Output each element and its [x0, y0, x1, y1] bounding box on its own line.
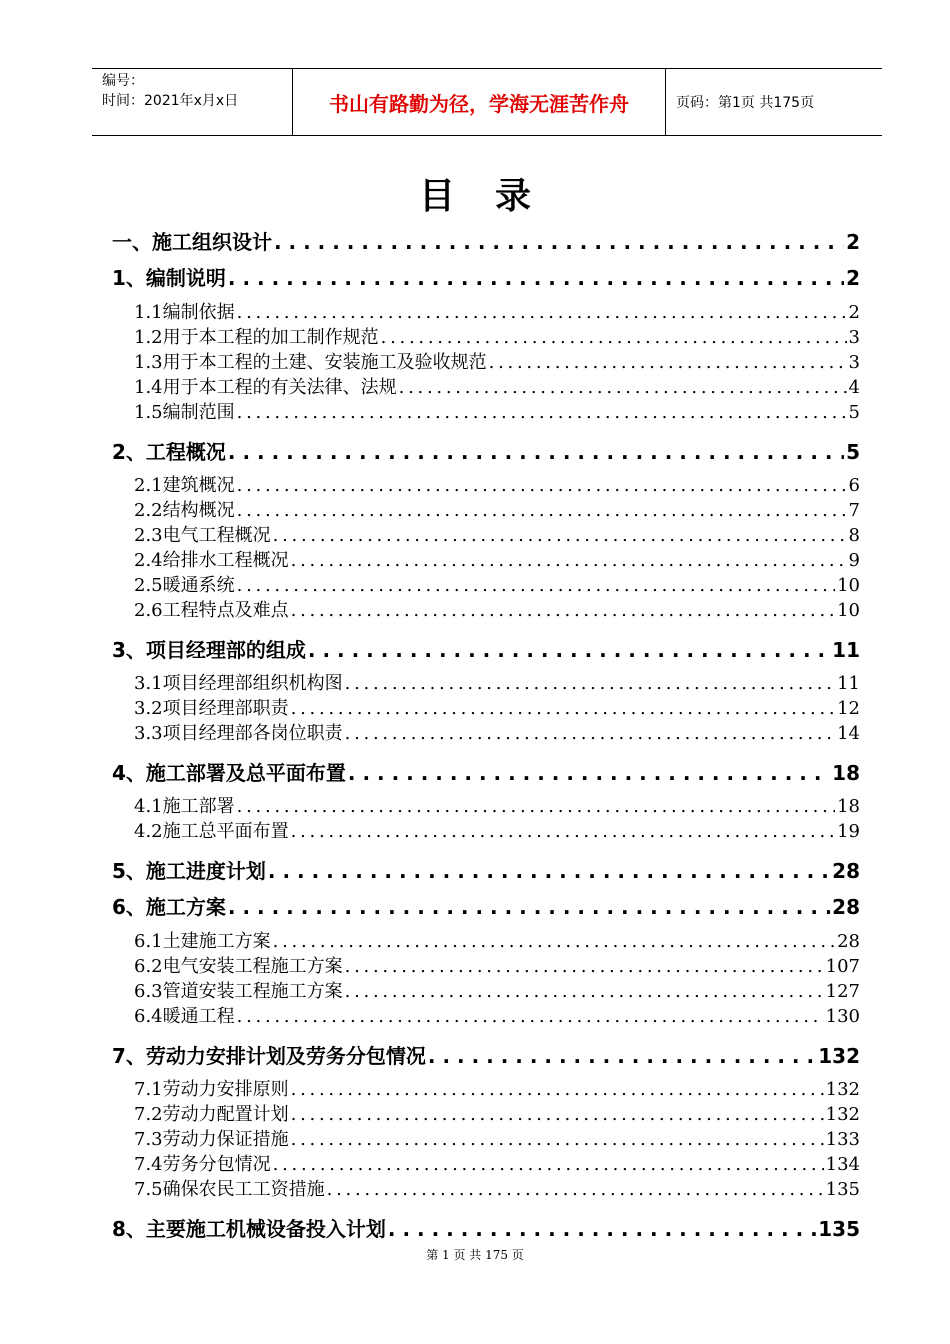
toc-entry-page: 8: [848, 525, 860, 546]
toc-entry-page: 132: [818, 1044, 860, 1068]
toc-entry[interactable]: [112, 757, 860, 786]
toc-entry-page: 130: [825, 1006, 860, 1027]
toc-dot-leader: [327, 1179, 824, 1200]
toc-dot-leader: [291, 550, 847, 571]
toc-dot-leader: [228, 440, 844, 464]
toc-dot-leader: [273, 931, 835, 952]
toc-entry-label: 7.4劳务分包情况: [134, 1154, 271, 1175]
toc-entry-label: 7、劳动力安排计划及劳务分包情况: [112, 1044, 426, 1068]
toc-dot-leader: [291, 698, 835, 719]
toc-entry-label: 4.1施工部署: [134, 796, 235, 817]
toc-entry[interactable]: [134, 1150, 860, 1176]
toc-entry-label: 3、项目经理部的组成: [112, 638, 306, 662]
toc-dot-leader: [399, 377, 847, 398]
toc-dot-leader: [274, 230, 844, 254]
toc-entry[interactable]: [134, 298, 860, 324]
toc-entry-label: 1.2用于本工程的加工制作规范: [134, 327, 379, 348]
toc-entry[interactable]: [134, 719, 860, 745]
time-label: 时间：2021年x月x日: [102, 93, 239, 109]
toc-entry-label: 2.5暖通系统: [134, 575, 235, 596]
toc-entry[interactable]: [134, 977, 860, 1003]
toc-dot-leader: [345, 981, 824, 1002]
toc-entry[interactable]: [112, 891, 860, 920]
toc-dot-leader: [489, 352, 847, 373]
toc-entry-label: 1.5编制范围: [134, 402, 235, 423]
toc-entry[interactable]: [112, 262, 860, 291]
toc-entry-label: 3.1项目经理部组织机构图: [134, 673, 343, 694]
page-footer: 第 1 页 共 175 页: [426, 1248, 524, 1262]
toc-entry[interactable]: [134, 1175, 860, 1201]
toc-entry-label: 6.4暖通工程: [134, 1006, 235, 1027]
toc-entry-page: 135: [818, 1217, 860, 1241]
toc-entry[interactable]: [134, 596, 860, 622]
toc-entry-page: 3: [848, 352, 860, 373]
toc-entry-page: 132: [825, 1104, 860, 1125]
toc-entry-label: 4、施工部署及总平面布置: [112, 761, 346, 785]
toc-entry-page: 2: [848, 302, 860, 323]
toc-entry-label: 6.2电气安装工程施工方案: [134, 956, 343, 977]
toc-entry-page: 7: [848, 500, 860, 521]
toc-dot-leader: [308, 638, 830, 662]
toc-dot-leader: [291, 600, 835, 621]
toc-entry-page: 4: [848, 377, 860, 398]
toc-entry[interactable]: [134, 817, 860, 843]
toc-dot-leader: [237, 402, 847, 423]
toc-entry-label: 3.3项目经理部各岗位职责: [134, 723, 343, 744]
toc-entry-page: 18: [837, 796, 860, 817]
toc-entry-label: 2.3电气工程概况: [134, 525, 271, 546]
page-title: 目录: [418, 176, 571, 217]
toc-dot-leader: [428, 1044, 816, 1068]
toc-entry[interactable]: [112, 1040, 860, 1069]
toc-dot-leader: [291, 821, 835, 842]
toc-entry-page: 5: [846, 440, 860, 464]
toc-entry[interactable]: [134, 952, 860, 978]
toc-entry-label: 6.3管道安装工程施工方案: [134, 981, 343, 1002]
toc-entry[interactable]: [112, 1213, 860, 1242]
toc-entry-page: 14: [837, 723, 860, 744]
toc-entry-page: 19: [837, 821, 860, 842]
toc-entry[interactable]: [134, 1075, 860, 1101]
toc-entry-label: 4.2施工总平面布置: [134, 821, 289, 842]
toc-entry[interactable]: [134, 669, 860, 695]
toc-entry-page: 135: [825, 1179, 860, 1200]
toc-entry-page: 18: [832, 761, 860, 785]
toc-entry-page: 9: [848, 550, 860, 571]
toc-entry-label: 1.3用于本工程的土建、安装施工及验收规范: [134, 352, 487, 373]
toc-entry-label: 7.5确保农民工工资措施: [134, 1179, 325, 1200]
toc-entry[interactable]: [112, 226, 860, 255]
serial-label: 编号：: [102, 73, 144, 89]
toc-entry-label: 一、施工组织设计: [112, 230, 272, 254]
toc-entry-page: 28: [832, 895, 860, 919]
toc-entry-label: 1.4用于本工程的有关法律、法规: [134, 377, 397, 398]
toc-entry[interactable]: [134, 398, 860, 424]
toc-dot-leader: [388, 1217, 816, 1241]
toc-dot-leader: [273, 525, 847, 546]
toc-entry-page: 11: [832, 638, 860, 662]
toc-entry-page: 107: [825, 956, 860, 977]
toc-entry-label: 2.1建筑概况: [134, 475, 235, 496]
toc-entry-label: 7.3劳动力保证措施: [134, 1129, 289, 1150]
toc-entry[interactable]: [112, 436, 860, 465]
toc-entry[interactable]: [134, 521, 860, 547]
toc-entry-page: 3: [848, 327, 860, 348]
toc-entry[interactable]: [112, 634, 860, 663]
toc-dot-leader: [228, 266, 844, 290]
toc-entry-label: 2、工程概况: [112, 440, 226, 464]
toc-entry[interactable]: [134, 1125, 860, 1151]
toc-entry-page: 5: [848, 402, 860, 423]
toc-entry[interactable]: [134, 792, 860, 818]
toc-dot-leader: [237, 500, 847, 521]
toc-entry-page: 28: [837, 931, 860, 952]
header-motto: 书山有路勤为径，学海无涯苦作舟: [292, 69, 666, 135]
toc-entry-page: 10: [837, 600, 860, 621]
header-meta: [92, 69, 292, 135]
toc-entry-page: 11: [837, 673, 860, 694]
toc-dot-leader: [268, 859, 830, 883]
toc-dot-leader: [291, 1104, 824, 1125]
toc-entry-label: 2.4给排水工程概况: [134, 550, 289, 571]
toc-dot-leader: [273, 1154, 824, 1175]
toc-dot-leader: [237, 1006, 824, 1027]
toc-entry-page: 6: [848, 475, 860, 496]
toc-dot-leader: [345, 723, 835, 744]
toc-entry[interactable]: [134, 1002, 860, 1028]
toc-dot-leader: [237, 796, 835, 817]
toc-entry-page: 132: [825, 1079, 860, 1100]
toc-entry[interactable]: [134, 571, 860, 597]
toc-entry-page: 134: [825, 1154, 860, 1175]
toc-entry-label: 6、施工方案: [112, 895, 226, 919]
toc-entry-label: 1.1编制依据: [134, 302, 235, 323]
toc-entry-label: 6.1土建施工方案: [134, 931, 271, 952]
toc-entry-page: 10: [837, 575, 860, 596]
toc-dot-leader: [345, 673, 835, 694]
toc-dot-leader: [348, 761, 830, 785]
toc-entry-label: 7.2劳动力配置计划: [134, 1104, 289, 1125]
toc-entry[interactable]: [134, 496, 860, 522]
toc-entry[interactable]: [134, 927, 860, 953]
toc-entry[interactable]: [112, 855, 860, 884]
toc-entry-page: 12: [837, 698, 860, 719]
header-page-info: 页码：第1页 共175页: [676, 95, 815, 111]
toc-entry-label: 2.6工程特点及难点: [134, 600, 289, 621]
toc-entry-label: 2.2结构概况: [134, 500, 235, 521]
toc-entry-label: 1、编制说明: [112, 266, 226, 290]
toc-entry[interactable]: [134, 546, 860, 572]
toc-entry-page: 133: [825, 1129, 860, 1150]
toc-entry[interactable]: [134, 694, 860, 720]
toc-entry-label: 3.2项目经理部职责: [134, 698, 289, 719]
toc-entry-label: 5、施工进度计划: [112, 859, 266, 883]
toc-entry-label: 8、主要施工机械设备投入计划: [112, 1217, 386, 1241]
toc-entry[interactable]: [134, 348, 860, 374]
toc-dot-leader: [345, 956, 824, 977]
toc-entry[interactable]: [134, 471, 860, 497]
toc-entry-page: 2: [846, 266, 860, 290]
toc-entry[interactable]: [134, 323, 860, 349]
toc-dot-leader: [237, 302, 847, 323]
toc-dot-leader: [381, 327, 847, 348]
toc-entry[interactable]: [134, 1100, 860, 1126]
toc-entry[interactable]: [134, 373, 860, 399]
toc-dot-leader: [291, 1129, 824, 1150]
toc-entry-page: 127: [825, 981, 860, 1002]
page-header: [92, 68, 882, 136]
toc-dot-leader: [237, 475, 847, 496]
toc-entry-page: 2: [846, 230, 860, 254]
toc-dot-leader: [228, 895, 830, 919]
toc-dot-leader: [237, 575, 835, 596]
toc-entry-page: 28: [832, 859, 860, 883]
toc-entry-label: 7.1劳动力安排原则: [134, 1079, 289, 1100]
toc-dot-leader: [291, 1079, 824, 1100]
